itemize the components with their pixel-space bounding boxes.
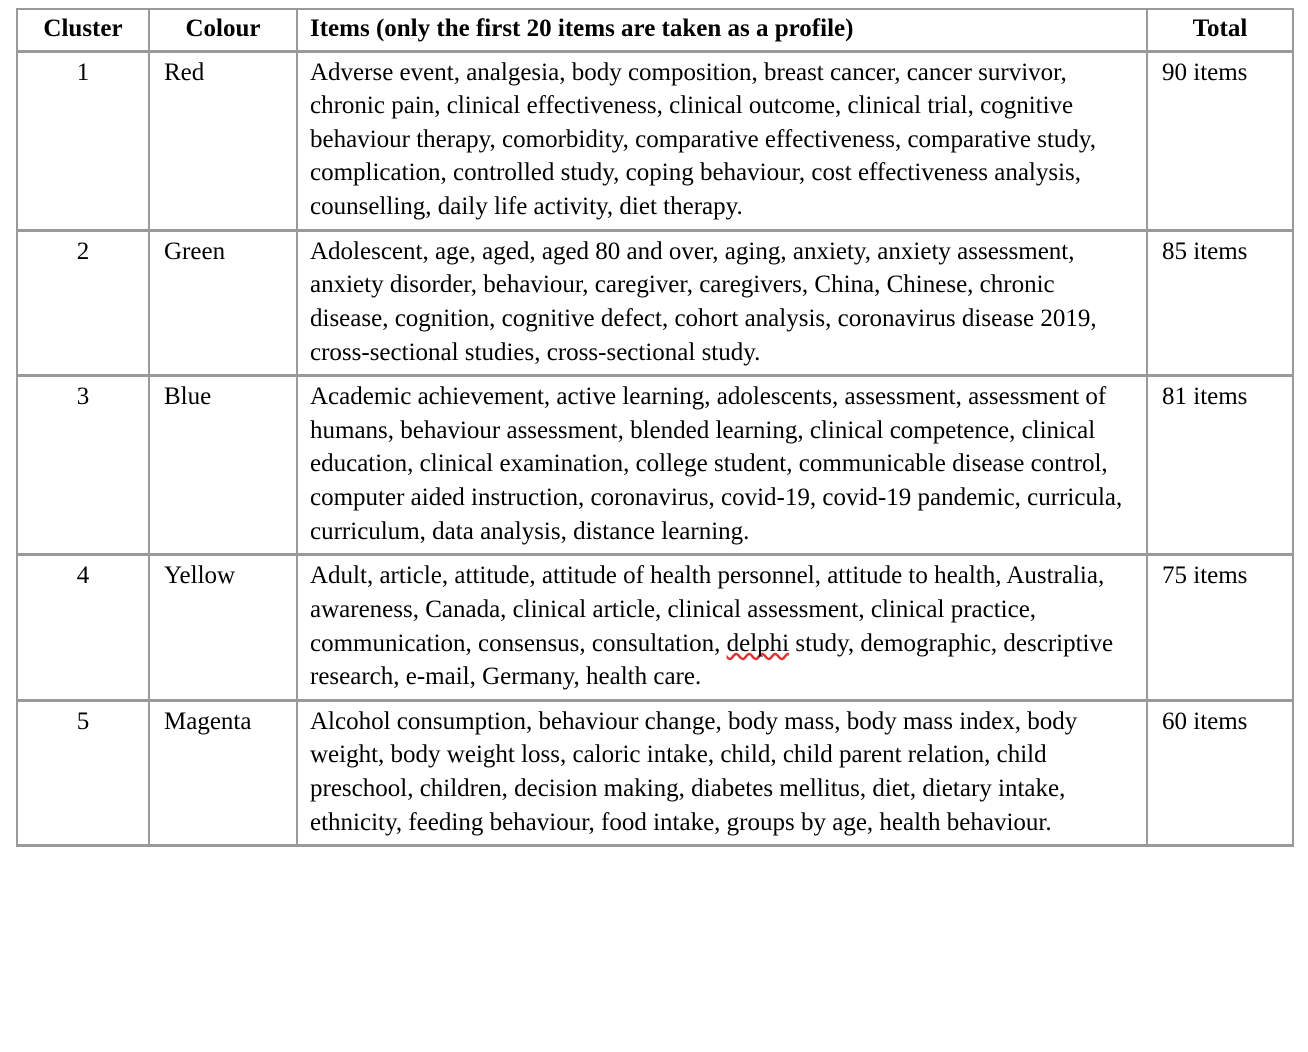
column-header-items: Items (only the first 20 items are taken as a profile) [298, 10, 1148, 53]
cell-cluster-colour: Green [150, 232, 298, 378]
cell-cluster-colour: Yellow [150, 556, 298, 702]
cell-cluster-number: 2 [18, 232, 150, 378]
cell-cluster-items: Adolescent, age, aged, aged 80 and over, aging, anxiety, anxiety assessment, anxiety disorder, behaviour, caregiver, caregivers, China, Chinese, chronic disease, cognition, cognitive defect, cohort analysis, coronavirus disease 2019, cross-sectional studies, cross-sectional study. [298, 232, 1148, 378]
cell-cluster-colour: Blue [150, 377, 298, 556]
table-row [18, 232, 1292, 378]
cell-cluster-items: Alcohol consumption, behaviour change, body mass, body mass index, body weight, body weight loss, caloric intake, child, child parent relation, child preschool, children, decision making, diabetes mellitus, diet, dietary intake, ethnicity, feeding behaviour, food intake, groups by age, health behaviour. [298, 702, 1148, 848]
column-header-cluster: Cluster [18, 10, 150, 53]
table-row [18, 53, 1292, 232]
column-header-colour: Colour [150, 10, 298, 53]
table-row [18, 556, 1292, 702]
cell-cluster-number: 1 [18, 53, 150, 232]
table-row [18, 702, 1292, 848]
cell-cluster-total: 85 items [1148, 232, 1292, 378]
cell-cluster-colour: Magenta [150, 702, 298, 848]
table-header-row [18, 10, 1292, 53]
cell-cluster-number: 3 [18, 377, 150, 556]
cell-cluster-items: Academic achievement, active learning, adolescents, assessment, assessment of humans, behaviour assessment, blended learning, clinical competence, clinical education, clinical examination, college student, communicable disease control, computer aided instruction, coronavirus, covid-19, covid-19 pandemic, curricula, curriculum, data analysis, distance learning. [298, 377, 1148, 556]
items-text-segment: Adult, article, attitude, attitude of health personnel, attitude to health, Australia, awareness, Canada, clinical article, clinical assessment, clinical practice, communication, consensus, consultation, [310, 562, 1105, 657]
items-text-segment: study, demographic, descriptive research, e-mail, Germany, health care. [310, 629, 1114, 691]
spellcheck-misspelled-word: delphi [726, 629, 790, 657]
cell-cluster-total: 60 items [1148, 702, 1292, 848]
table-header [18, 10, 1292, 53]
cluster-items-table [16, 8, 1294, 847]
table-body [18, 53, 1292, 848]
cell-cluster-number: 4 [18, 556, 150, 702]
cell-cluster-items [298, 556, 1148, 702]
cell-cluster-total: 81 items [1148, 377, 1292, 556]
column-header-total: Total [1148, 10, 1292, 53]
cell-cluster-total: 90 items [1148, 53, 1292, 232]
cell-cluster-colour: Red [150, 53, 298, 232]
cell-cluster-total: 75 items [1148, 556, 1292, 702]
cell-cluster-items: Adverse event, analgesia, body composition, breast cancer, cancer survivor, chronic pain, clinical effectiveness, clinical outcome, clinical trial, cognitive behaviour therapy, comorbidity, comparative effectiveness, comparative study, complication, controlled study, coping behaviour, cost effectiveness analysis, counselling, daily life activity, diet therapy. [298, 53, 1148, 232]
table-row [18, 377, 1292, 556]
cell-cluster-number: 5 [18, 702, 150, 848]
